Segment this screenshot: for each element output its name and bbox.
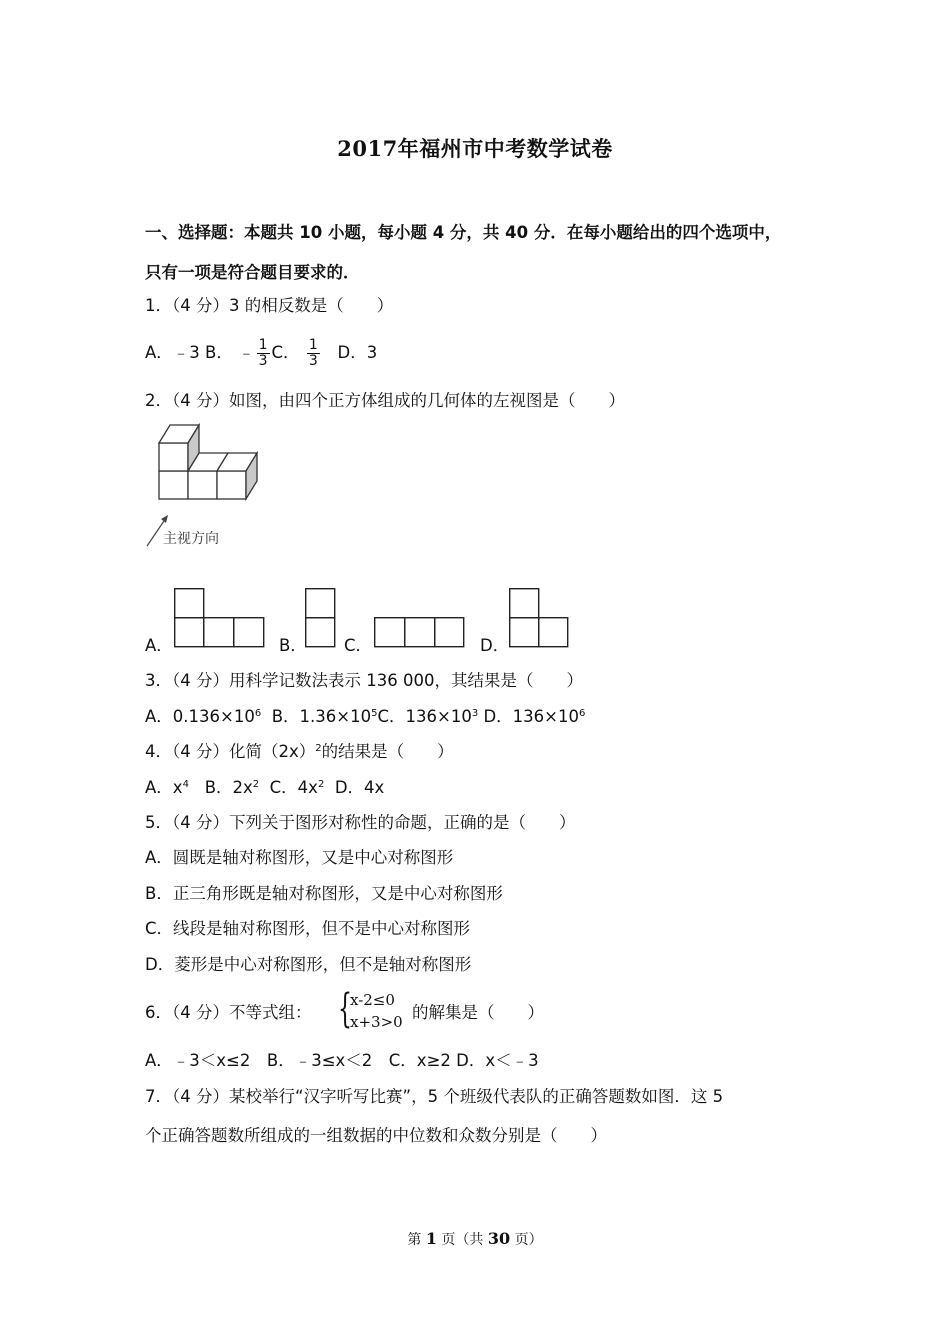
q1-option-b-fraction xyxy=(257,338,270,369)
q3-option-b: B．1.36×10 xyxy=(271,707,372,726)
q2-option-c-figure xyxy=(374,617,466,648)
q1-option-c-label: C． xyxy=(271,343,300,362)
q4-option-b-exp: 2 xyxy=(252,779,260,790)
q1-option-c-fraction xyxy=(307,338,320,369)
q4-option-c: C．4x xyxy=(269,778,318,797)
q3-options xyxy=(145,706,585,728)
q3-option-c: C．136×10 xyxy=(377,707,472,726)
q3-option-a: A．0.136×10 xyxy=(145,707,255,726)
q2-option-d-label: D． xyxy=(480,636,510,655)
q4-options xyxy=(145,777,384,799)
q6-stem-pre: 6．（4 分）不等式组： xyxy=(145,1003,312,1022)
q6-stem-post: 的解集是（ ） xyxy=(412,1003,544,1022)
footer-pre: 第 xyxy=(407,1232,426,1248)
q3-stem: 3．（4 分）用科学记数法表示 136 000，其结果是（ ） xyxy=(145,671,583,690)
q2-option-d-figure xyxy=(509,588,571,648)
q5-stem: 5．（4 分）下列关于图形对称性的命题，正确的是（ ） xyxy=(145,813,576,832)
q2-option-a-label: A． xyxy=(145,636,173,655)
q4-option-a-exp: 4 xyxy=(182,779,189,790)
q4-stem-exp: 2 xyxy=(315,743,322,754)
q3-option-d: D．136×10 xyxy=(483,707,579,726)
q6-inequality-2: x+3>0 xyxy=(350,1013,403,1031)
q1-option-a: A．﹣3 B． xyxy=(145,343,233,362)
q1-c-numerator: 1 xyxy=(308,337,318,353)
q2-option-b-label: B． xyxy=(279,636,307,655)
q4-option-b: B．2x xyxy=(204,778,253,797)
footer-post: 页） xyxy=(510,1232,543,1248)
q1-options xyxy=(145,338,377,369)
footer-total-pages: 30 xyxy=(487,1229,511,1248)
q1-option-b-sign: ﹣ xyxy=(238,343,255,362)
q7-stem-line2: 个正确答题数所组成的一组数据的中位数和众数分别是（ ） xyxy=(145,1126,607,1145)
q3-option-b-exp: 5 xyxy=(371,708,378,719)
q4-option-a: A．x xyxy=(145,778,183,797)
q3-option-a-exp: 6 xyxy=(254,708,262,719)
q1-c-denominator: 3 xyxy=(308,353,318,369)
q2-figure-caption: 主视方向 xyxy=(163,531,219,547)
q6-stem xyxy=(145,1002,312,1024)
q3-option-d-exp: 6 xyxy=(579,708,586,719)
q6-inequality-1: x-2≤0 xyxy=(350,991,395,1009)
section-heading-line1: 一、选择题：本题共 10 小题，每小题 4 分，共 40 分．在每小题给出的四个选项中， xyxy=(145,223,782,242)
q2-option-b-figure xyxy=(305,588,337,648)
q5-option-d: D．菱形是中心对称图形，但不是轴对称图形 xyxy=(145,955,472,974)
q5-option-c: C．线段是轴对称图形，但不是中心对称图形 xyxy=(145,919,471,938)
q4-stem-pre: 4．（4 分）化简（2x） xyxy=(145,742,316,761)
section-heading-line2: 只有一项是符合题目要求的． xyxy=(145,263,360,282)
q6-options: A．﹣3＜x≤2 B．﹣3≤x＜2 C．x≥2 D．x＜﹣3 xyxy=(145,1051,539,1070)
page-footer xyxy=(0,1229,950,1249)
q4-stem-post: 的结果是（ ） xyxy=(321,742,454,761)
footer-page-number: 1 xyxy=(425,1229,437,1248)
q5-option-b: B．正三角形既是轴对称图形，又是中心对称图形 xyxy=(145,884,503,903)
q2-option-c-label: C． xyxy=(344,636,373,655)
q7-stem-line1: 7．（4 分）某校举行“汉字听写比赛”，5 个班级代表队的正确答题数如图．这 5 xyxy=(145,1087,724,1106)
q3-option-c-exp: 3 xyxy=(471,708,479,719)
q6-brace: { xyxy=(338,986,352,1032)
q1-b-numerator: 1 xyxy=(258,337,268,353)
q1-b-denominator: 3 xyxy=(258,353,268,369)
footer-mid: 页（共 xyxy=(436,1232,488,1248)
q2-option-a-figure xyxy=(174,588,266,648)
q5-option-a: A．圆既是轴对称图形，又是中心对称图形 xyxy=(145,848,454,867)
q1-option-d: D．3 xyxy=(337,343,378,362)
q2-stem: 2．（4 分）如图，由四个正方体组成的几何体的左视图是（ ） xyxy=(145,391,625,410)
page-title: 2017年福州市中考数学试卷 xyxy=(337,136,613,161)
q4-option-c-exp: 2 xyxy=(317,779,325,790)
q4-option-d: D．4x xyxy=(334,778,385,797)
q1-stem: 1．（4 分）3 的相反数是（ ） xyxy=(145,296,394,315)
q6-inequality-system xyxy=(338,986,418,1037)
q4-stem xyxy=(145,741,454,763)
